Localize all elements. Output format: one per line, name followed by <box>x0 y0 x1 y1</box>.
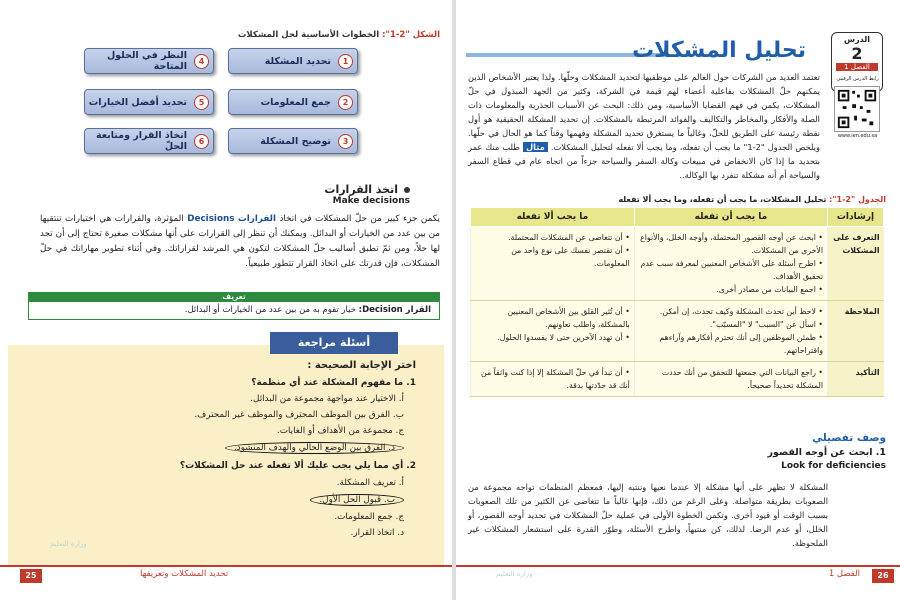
review-title: أسئلة مراجعة <box>270 332 398 354</box>
step-label: تحديد أفضل الخيارات <box>88 96 187 108</box>
intro-paragraph <box>468 70 820 182</box>
question-2: 2. أي مما يلي يجب عليك ألا تفعله عند حل المشكلات؟ <box>179 461 416 471</box>
highlight-term: القرارات <box>237 214 276 224</box>
step-number: 6 <box>194 134 209 149</box>
bullet-icon <box>404 187 410 193</box>
row-label: التأكيد <box>828 362 884 397</box>
highlight-term-en: Decisions <box>187 214 235 224</box>
definition-body: خيار تقوم به من بين عدد من الخيارات أو البدائل. <box>184 305 356 315</box>
option: ب. الفرق بين الموظف المحترف والموظف غير المحترف. <box>194 410 404 420</box>
qr-caption: رابط الدرس الرقمي <box>836 76 879 82</box>
step-label: تحديد المشكلة <box>264 55 331 67</box>
option-correct <box>30 494 404 506</box>
list-item: • اسأل عن "السبب" لا "المسبّب". <box>639 318 823 331</box>
do-cell <box>634 301 827 362</box>
lesson-number: 2 <box>851 44 863 63</box>
definition-text <box>37 305 431 315</box>
question-1: 1. ما مفهوم المشكلة عند أي منظمة؟ <box>251 378 416 388</box>
guidelines-table <box>470 207 884 397</box>
answer-circle: ب. قبول الحل الأول. <box>310 494 404 506</box>
step-number: 4 <box>194 54 209 69</box>
page-number: 26 <box>872 569 894 583</box>
detail-subheading: 1. ابحث عن أوجه القصور <box>767 447 886 458</box>
list-item: • أن تتغاضى عن المشكلات المحتملة. <box>475 231 630 244</box>
qr-url: www.ien.edu.sa <box>837 133 878 139</box>
step-number: 5 <box>194 95 209 110</box>
option: أ. الاختيار عند مواجهة مجموعة من البدائل. <box>250 394 404 404</box>
lesson-chapter: الفصل 1 <box>836 63 878 71</box>
dont-cell <box>471 301 635 362</box>
list-item: • أن تبدأ في حلّ المشكلة إلا إذا كنت واثقاً من أنك قد حدّدتها بدقة. <box>475 366 630 392</box>
detail-subheading-en: Look for deficiencies <box>781 461 886 471</box>
lesson-label: الدرس <box>843 35 870 44</box>
watermark: وزارة التعليم <box>50 540 87 548</box>
dont-cell <box>471 362 635 397</box>
option: ج. جمع المعلومات. <box>334 512 404 522</box>
option: د. اتخاذ القرار. <box>350 528 404 538</box>
step-box <box>228 128 358 154</box>
watermark: وزارة التعليم <box>496 570 533 578</box>
paragraph-part: المؤثرة، والقرارات هي اختيارات تنتقيها من بين عدد من الخيارات أو البدائل. ويمكنك أن تنظر إلى القرارات على أنها مشكلات صغيرة تحتاج إلى أن تجد لها حلاً، ومن ثمّ تطبق أساليب حلّ المشكلات لتكون هي المرشد لقراراتك. وفي أثناء تطوير مهاراتك في حلّ المشكلات، فإن قدرتك على اتخاذ القرار تتطور طبيعياً. <box>40 214 440 269</box>
row-label: التعرف على المشكلات <box>828 227 884 301</box>
list-item: • راجع البيانات التي جمعتها للتحقق من أنك حددت المشكلة تحديداً صحيحاً. <box>639 366 823 392</box>
step-label: جمع المعلومات <box>260 96 331 108</box>
option: ج. مجموعة من الأهداف أو الغايات. <box>276 426 404 436</box>
step-label: اتخاذ القرار ومتابعة الحلّ <box>96 130 187 152</box>
do-cell <box>634 227 827 301</box>
qr-code-icon[interactable] <box>834 86 880 132</box>
choose-instruction: اختر الإجابة الصحيحة : <box>307 360 416 371</box>
step-number: 3 <box>338 134 353 149</box>
row-label: الملاحظة <box>828 301 884 362</box>
table-row <box>471 362 884 397</box>
intro-text: تعتمد العديد من الشركات حول العالم على موظفيها لتحديد المشكلات وحلّها. ولذا يعتبر الأشخاص الذين يمكنهم حلّ المشكلات بفاعلية أعضاء لهم قيمة في الشركة، وكثير من الجهد المبذول في حلّ المشكلات، يكمن في فهم القضايا الأساسية، ومن ذلك: البحث عن الأسباب الجذرية والمعلومات ذات الصلة والأفكار والمخاطر والتكاليف والفوائد المرتبطة بالمشكلات. إن تحديد المشكلة الحقيقية هو أول نقطة رئيسة على الطريق للحلّ، وغالباً ما يستغرق تحديد المشكلة وفهمها وقتاً كما هو الحال في حلّها. ويلخص الجدول "2-1" ما يجب أن تفعله، وما يجب ألا تفعله لتحليل المشكلات. <box>468 72 820 152</box>
step-number: 1 <box>338 54 353 69</box>
column-header: ما يجب ألا تفعله <box>471 208 635 227</box>
do-cell <box>634 362 827 397</box>
table-header-row <box>471 208 884 227</box>
column-header: إرشادات <box>828 208 884 227</box>
page-footer <box>456 565 900 581</box>
section-heading-text: اتخذ القرارات <box>324 183 398 196</box>
example-badge: مثال <box>523 142 548 152</box>
option-correct <box>30 442 404 454</box>
table-number: الجدول "2-1": <box>829 195 886 204</box>
page-footer <box>0 565 452 581</box>
list-item: • أن تهدد الآخرين حتى لا يفسدوا الحلول. <box>475 331 630 344</box>
intro-text: طلب منك عمر بتحديد ما إذا كان الانخفاض في مبيعات وكالة السفر والسياحة جزءاً من اتجاه عام في قطاع السفر والسياحة أم أنه مشكلة تنفرد بها الوكالة.. <box>468 142 820 180</box>
dont-cell <box>471 227 635 301</box>
lesson-title: تحليل المشكلات <box>632 38 806 63</box>
definition-term: القرار Decision: <box>358 305 431 315</box>
list-item: • طمئن الموظفين إلى أنك تحترم أفكارهم وآراءهم واقتراحاتهم. <box>639 331 823 357</box>
detail-heading: وصف تفصيلي <box>812 432 886 444</box>
section-heading-en: Make decisions <box>332 196 410 206</box>
step-number: 2 <box>338 95 353 110</box>
definition-box <box>28 292 440 320</box>
answer-circle: د. الفرق بين الوضع الحالي والهدف المنشود. <box>225 442 404 454</box>
step-box <box>84 128 214 154</box>
step-label: توضيح المشكلة <box>260 135 331 147</box>
list-item: • أن تُثير القلق بين الأشخاص المعنيين بالمشكلة، واطلب تعاونهم. <box>475 305 630 331</box>
table-row <box>471 227 884 301</box>
paragraph-part: يكمن جزء كبير من حلّ المشكلات في اتخاذ <box>279 214 441 224</box>
option: أ. تعريف المشكلة. <box>336 478 404 488</box>
detail-paragraph: المشكلة لا تظهر على أنها مشكلة إلا عندما نعيها وننتبه إليها، فمعظم المنظمات تواجه مجموعة من الصعوبات بطريقة متواصلة. وعلى الرغم من ذلك، فإنها غالباً ما تتغاضى عن الكثير من تلك الصعوبات بسبب الوقت أو قيود أخرى. وتكمن الخطوة الأولى في عملية حلّ المشكلات في تحديد أوجه القصور، أو الخلل، أو عدم الرضا. لذلك، كن منتبهاً، واطرح الأسئلة، وطوّر القدرة على استشعار المشكلات غير الملحوظة. <box>468 482 828 548</box>
step-box <box>228 89 358 115</box>
column-header: ما يجب أن تفعله <box>634 208 827 227</box>
lesson-badge <box>831 32 883 92</box>
step-label: النظر في الحلول المتاحة <box>106 50 187 72</box>
footer-text: تحديد المشكلات وتعريفها <box>140 569 229 579</box>
section-heading <box>40 183 410 196</box>
table-caption-text: تحليل المشكلات، ما يجب أن تفعله، وما يجب ألا تفعله <box>618 195 827 204</box>
right-page <box>456 0 900 600</box>
step-box <box>84 48 214 74</box>
step-box <box>228 48 358 74</box>
list-item: • أن تقتصر نفسك على نوع واحد من المعلومات. <box>475 244 630 270</box>
figure-number: الشكل "2-1": <box>382 30 440 40</box>
list-item: • لاحظ أين تحدث المشكلة وكيف تحدث، إن أمكن. <box>639 305 823 318</box>
definition-label: تعريف <box>29 292 439 302</box>
table-row <box>471 301 884 362</box>
figure-caption: الخطوات الأساسية لحل المشكلات <box>237 30 380 40</box>
footer-text: الفصل 1 <box>828 569 860 579</box>
step-box <box>84 89 214 115</box>
decisions-paragraph <box>40 212 440 272</box>
list-item: • اجمع البيانات من مصادر أخرى. <box>639 283 823 296</box>
list-item: • ابحث عن أوجه القصور المحتملة، وأوجه الخلل، والأنواع الأخرى من المشكلات. <box>639 231 823 257</box>
list-item: • اطرح أسئلة على الأشخاص المعنيين لمعرفة سبب عدم تحقيق الأهداف. <box>639 257 823 283</box>
table-caption <box>468 195 886 204</box>
figure-title <box>40 30 440 40</box>
page-number: 25 <box>20 569 42 583</box>
